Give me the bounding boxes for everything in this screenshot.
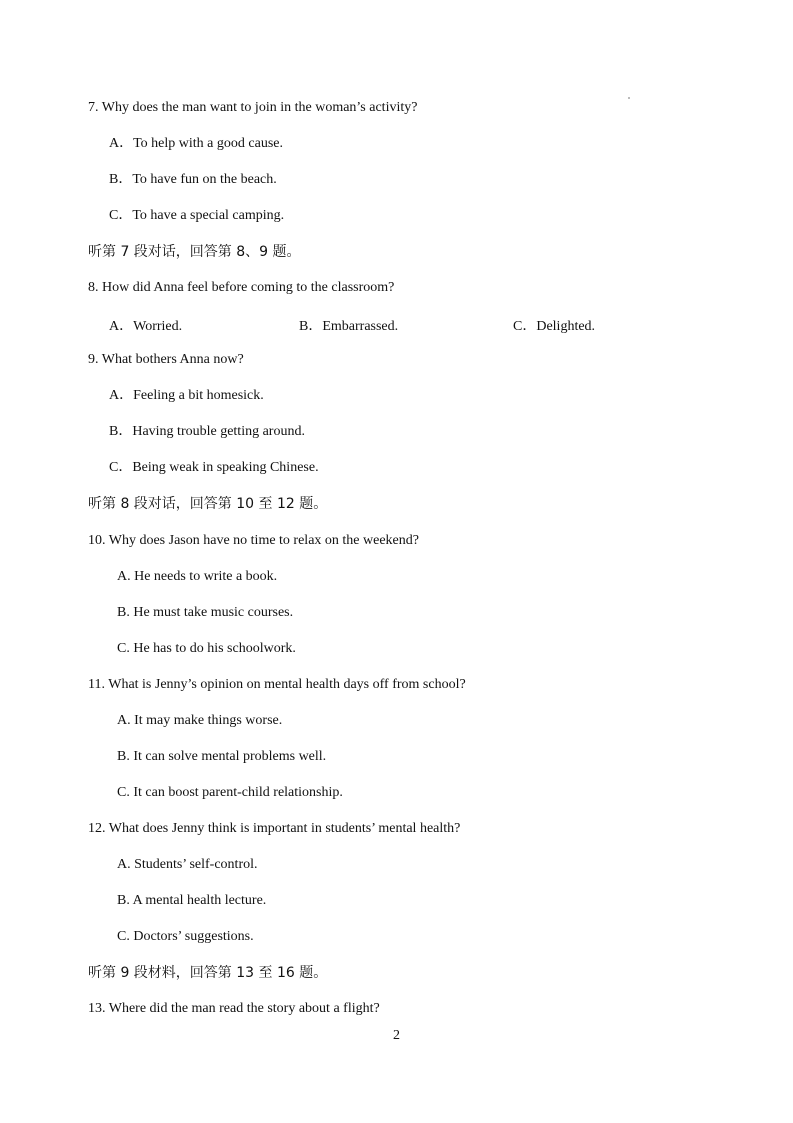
question-8: 8. How did Anna feel before coming to the classroom? bbox=[88, 280, 395, 295]
question-10: 10. Why does Jason have no time to relax on the weekend? bbox=[88, 533, 419, 548]
option-8b: B．Embarrassed. bbox=[299, 319, 399, 334]
option-12b: B. A mental health lecture. bbox=[117, 893, 267, 908]
option-9b: B．Having trouble getting around. bbox=[109, 424, 305, 439]
page-number: 2 bbox=[393, 1028, 400, 1043]
option-10a: A. He needs to write a book. bbox=[117, 569, 278, 584]
option-9c: C．Being weak in speaking Chinese. bbox=[109, 460, 319, 475]
option-12a: A. Students’ self-control. bbox=[117, 857, 258, 872]
option-7b: B．To have fun on the beach. bbox=[109, 172, 277, 187]
option-9a: A．Feeling a bit homesick. bbox=[109, 388, 264, 403]
faint-dot bbox=[628, 97, 630, 99]
question-11: 11. What is Jenny’s opinion on mental health days off from school? bbox=[88, 677, 466, 692]
option-11c: C. It can boost parent-child relationship. bbox=[117, 785, 343, 800]
section-header-8-9: 听第 7 段对话，回答第 8、9 题。 bbox=[88, 244, 301, 260]
question-9: 9. What bothers Anna now? bbox=[88, 352, 244, 367]
question-13: 13. Where did the man read the story about a flight? bbox=[88, 1001, 380, 1016]
question-8-options bbox=[109, 315, 629, 333]
option-11b: B. It can solve mental problems well. bbox=[117, 749, 327, 764]
option-7c: C．To have a special camping. bbox=[109, 208, 285, 223]
option-7a: A．To help with a good cause. bbox=[109, 136, 283, 151]
option-8a: A．Worried. bbox=[109, 319, 183, 334]
question-7: 7. Why does the man want to join in the woman’s activity? bbox=[88, 100, 418, 115]
question-12: 12. What does Jenny think is important in students’ mental health? bbox=[88, 821, 461, 836]
option-8c: C．Delighted. bbox=[513, 319, 596, 334]
option-11a: A. It may make things worse. bbox=[117, 713, 283, 728]
option-10b: B. He must take music courses. bbox=[117, 605, 294, 620]
section-header-10-12: 听第 8 段对话，回答第 10 至 12 题。 bbox=[88, 496, 328, 512]
option-10c: C. He has to do his schoolwork. bbox=[117, 641, 296, 656]
section-header-13-16: 听第 9 段材料，回答第 13 至 16 题。 bbox=[88, 965, 328, 981]
option-12c: C. Doctors’ suggestions. bbox=[117, 929, 254, 944]
